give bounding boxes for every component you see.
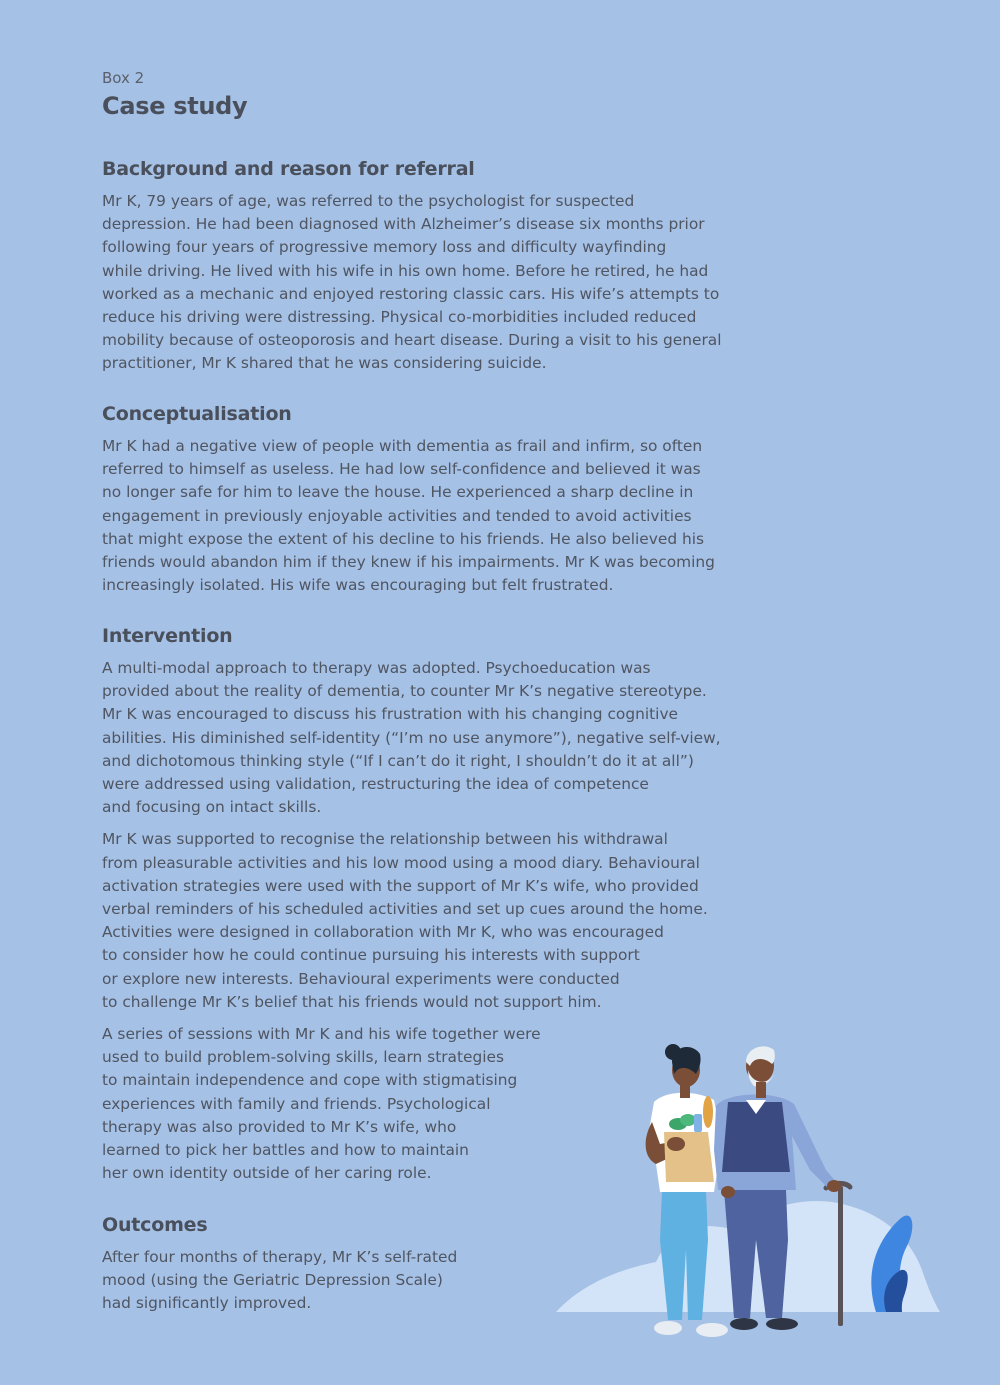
- intervention-paragraph-1: A multi-modal approach to therapy was adopted. Psychoeducation was provided about the reality of dementia, to counter Mr K’s negative stereotype. Mr K was encouraged to discuss his frustration with his changing cognitive abilities. His diminished self-identity (“I’m no use anymore”), negative self-view, and dichotomous thinking style (“If I can’t do it right, I shouldn’t do it at all”) were addressed using validation, restructuring the idea of competence and focusing on intact skills.: [102, 659, 721, 817]
- case-study-box: [102, 68, 902, 1313]
- section-conceptualisation: [102, 401, 792, 597]
- section-heading-conceptualisation: Conceptualisation: [102, 403, 292, 425]
- box-label: Box 2: [102, 69, 145, 87]
- conceptualisation-paragraph: Mr K had a negative view of people with dementia as frail and infirm, so often referred to himself as useless. He had low self-confidence and believed it was no longer safe for him to leave the house. He experienced a sharp decline in engagement in previously enjoyable activities and tended to avoid activities that might expose the extent of his decline to his friends. He also believed his friends would abandon him if they knew if his impairments. Mr K was becoming increasingly isolated. His wife was encouraging but felt frustrated.: [102, 437, 715, 595]
- page-title: Case study: [102, 92, 248, 120]
- intervention-paragraph-2: Mr K was supported to recognise the relationship between his withdrawal from pleasurable activities and his low mood using a mood diary. Behavioural activation strategies were used with the support of Mr K’s wife, who provided verbal reminders of his scheduled activities and set up cues around the home. Activities were designed in collaboration with Mr K, who was encouraged to consider how he could continue pursuing his interests with support or explore new interests. Behavioural experiments were conducted to challenge Mr K’s belief that his friends would not support him.: [102, 830, 708, 1011]
- background-paragraph: Mr K, 79 years of age, was referred to the psychologist for suspected depression. He had been diagnosed with Alzheimer’s disease six months prior following four years of progressive memory loss and difficulty wayfinding while driving. He lived with his wife in his own home. Before he retired, he had worked as a mechanic and enjoyed restoring classic cars. His wife’s attempts to reduce his driving were distressing. Physical co-morbidities included reduced mobility because of osteoporosis and heart disease. During a visit to his general practitioner, Mr K shared that he was considering suicide.: [102, 192, 722, 373]
- section-heading-background: Background and reason for referral: [102, 158, 475, 180]
- section-outcomes: [102, 1212, 522, 1316]
- outcomes-paragraph: After four months of therapy, Mr K’s self-rated mood (using the Geriatric Depression Scale) had significantly improved.: [102, 1248, 458, 1313]
- walking-cane: [838, 1186, 843, 1326]
- carer-and-elderly-man-illustration: [556, 1040, 940, 1340]
- section-heading-outcomes: Outcomes: [102, 1214, 208, 1236]
- intervention-paragraph-3: A series of sessions with Mr K and his wife together were used to build problem-solving skills, learn strategies to maintain independence and cope with stigmatising experiences with family and friends. Psychological therapy was also provided to Mr K’s wife, who learned to pick her battles and how to maintain her own identity outside of her caring role.: [102, 1025, 541, 1183]
- section-heading-intervention: Intervention: [102, 625, 233, 647]
- section-background: [102, 156, 792, 376]
